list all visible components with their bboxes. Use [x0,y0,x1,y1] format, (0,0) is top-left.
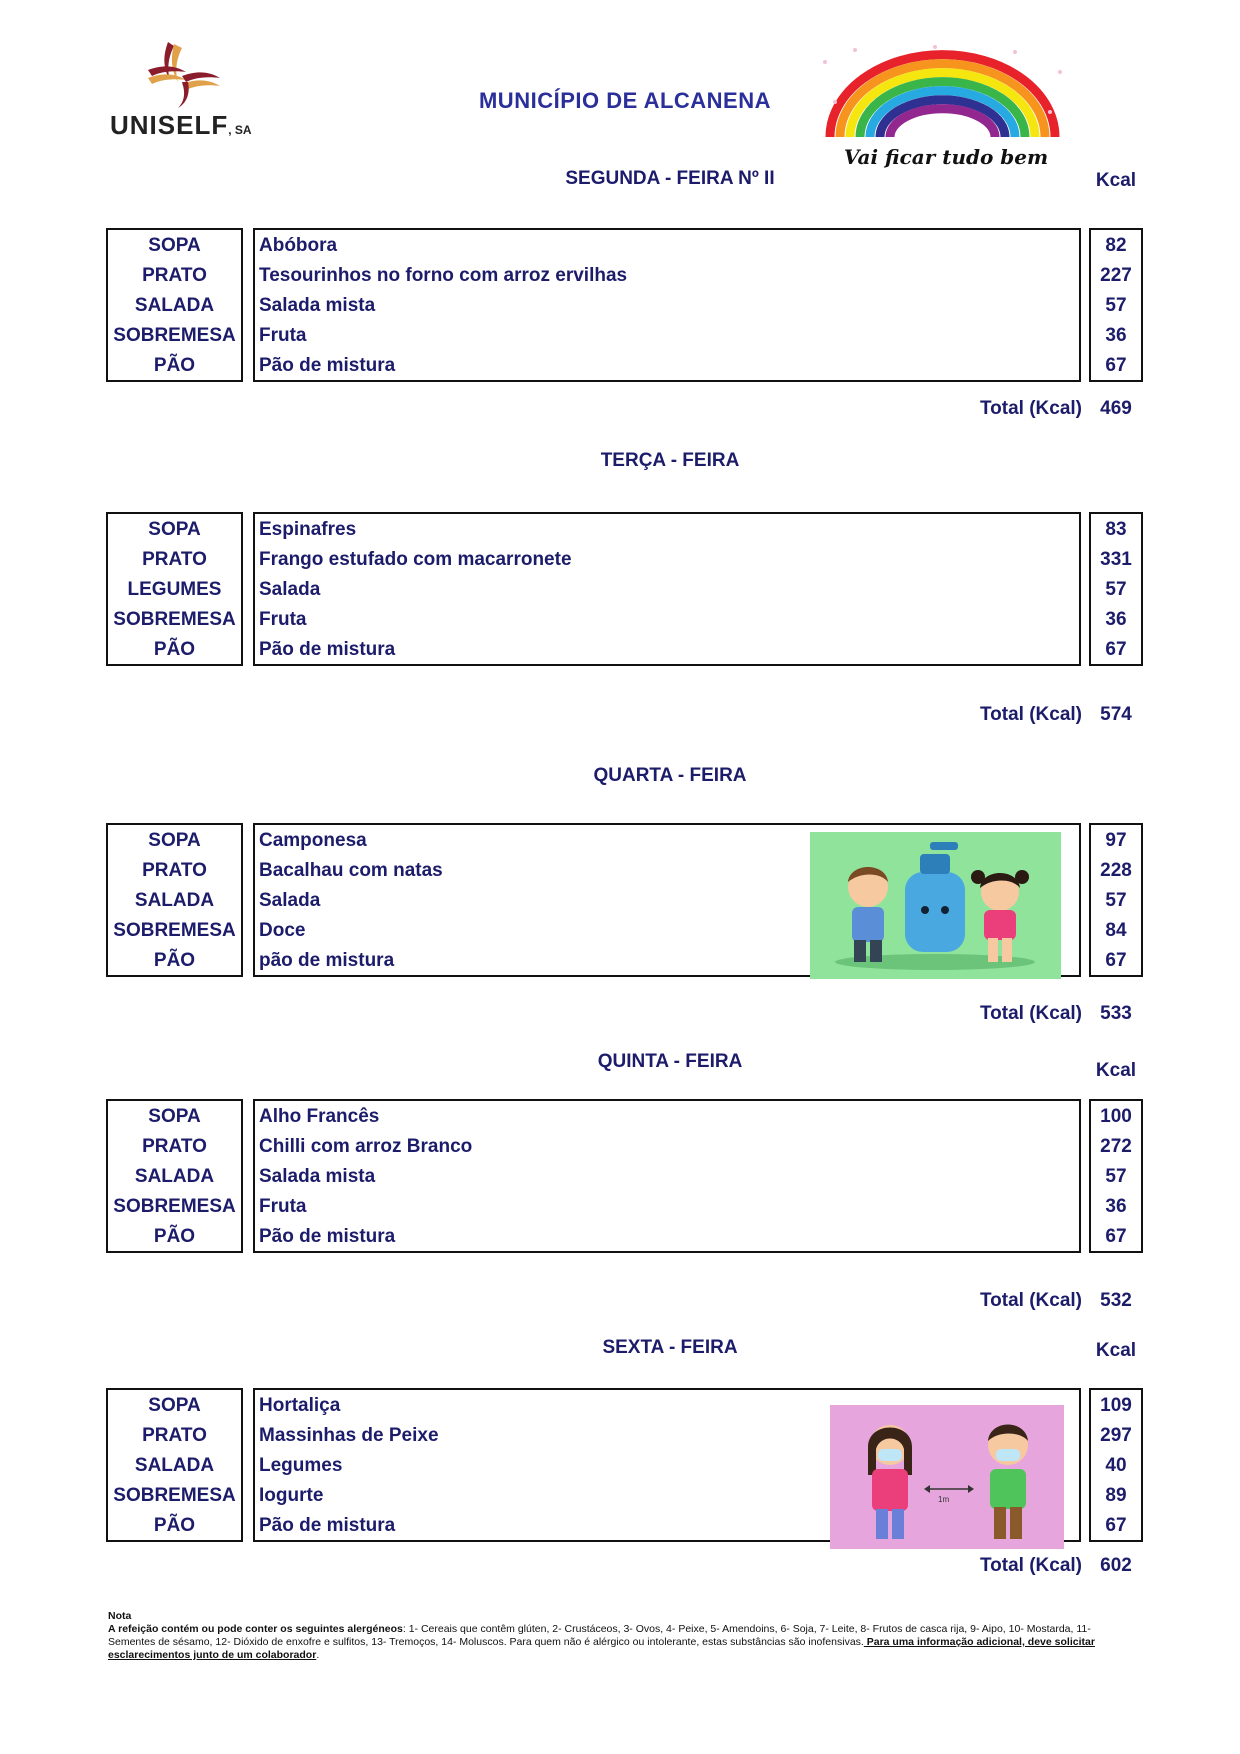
kcal-column [1089,823,1143,977]
dish-cell: Bacalhau com natas [259,860,443,881]
kcal-cell: 67 [1105,1226,1127,1247]
kcal-column-header: Kcal [1095,1060,1137,1081]
dish-cell: Pão de mistura [259,1226,396,1247]
category-column [106,228,243,382]
dish-cell: Salada [259,890,321,911]
dish-cell: Massinhas de Peixe [259,1425,439,1446]
total-label: Total (Kcal) [979,704,1082,725]
total-label: Total (Kcal) [979,1555,1082,1576]
category-cell: SALADA [134,295,215,316]
kcal-cell: 67 [1105,950,1127,971]
category-cell: PÃO [153,355,196,376]
dish-cell: Iogurte [259,1485,324,1506]
category-cell: PRATO [142,1425,207,1446]
kcal-cell: 67 [1105,639,1127,660]
kcal-column [1089,512,1143,666]
dish-cell: Fruta [259,609,307,630]
day-title: QUARTA - FEIRA [593,765,747,786]
dish-cell: Pão de mistura [259,639,396,660]
category-cell: PRATO [142,860,207,881]
kcal-cell: 36 [1105,1196,1127,1217]
dish-cell: Legumes [259,1455,343,1476]
category-column [106,1388,243,1542]
total-value: 469 [1100,398,1132,419]
category-column [106,512,243,666]
category-cell: SOPA [148,1106,201,1127]
day-title: SEXTA - FEIRA [602,1337,738,1358]
kcal-cell: 36 [1105,325,1127,346]
category-column [106,823,243,977]
kcal-cell: 57 [1105,890,1127,911]
category-cell: SOBREMESA [113,920,236,941]
dish-cell: Espinafres [259,519,357,540]
kcal-cell: 57 [1105,1166,1127,1187]
category-cell: PÃO [153,1226,196,1247]
total-label: Total (Kcal) [979,398,1082,419]
kcal-column [1089,1388,1143,1542]
dish-cell: Doce [259,920,306,941]
dish-column [253,1099,1081,1253]
rainbow-icon [815,42,1070,152]
kcal-column-header: Kcal [1095,170,1137,191]
category-cell: PÃO [153,1515,196,1536]
category-cell: SOBREMESA [113,1485,236,1506]
note-title: Nota [108,1610,132,1622]
rainbow-caption: Vai ficar tudo bem [843,145,1049,169]
category-cell: SOBREMESA [113,325,236,346]
distance-label: 1m [938,1495,950,1504]
category-cell: PRATO [142,549,207,570]
dish-cell: Pão de mistura [259,1515,396,1536]
day-title: QUINTA - FEIRA [597,1051,743,1072]
total-label: Total (Kcal) [979,1003,1082,1024]
municipality-title: MUNICÍPIO DE ALCANENA [478,88,772,113]
total-value: 533 [1100,1003,1132,1024]
kcal-cell: 67 [1105,1515,1127,1536]
category-cell: SOPA [148,519,201,540]
kcal-column [1089,228,1143,382]
kcal-cell: 109 [1100,1395,1132,1416]
dish-cell: Camponesa [259,830,367,851]
note-body: : 1- Cereais que contêm glúten, 2- Crustáceos, 3- Ovos, 4- Peixe, 5- Amendoins, 6- Soja, 7- Leite, 8- Frutos de casca rija, 9- Aipo, 10- Mostarda, 11- Sementes de sésamo, 12- Dióxido de enxofre e sulfitos, 13- Tremoços, 14- Moluscos. Para quem não é alérgico ou intolerante, estas substâncias são inofensivas. [108,1623,1091,1648]
dish-cell: Hortaliça [259,1395,341,1416]
kcal-column [1089,1099,1143,1253]
kcal-cell: 331 [1100,549,1132,570]
kcal-column-header: Kcal [1095,1340,1137,1361]
social-distance-illustration [830,1405,1064,1549]
kcal-cell: 227 [1100,265,1132,286]
note-lead: A refeição contém ou pode conter os seguintes alergéneos [108,1623,403,1635]
total-value: 532 [1100,1290,1132,1311]
dish-cell: Frango estufado com macarronete [259,549,572,570]
category-cell: SOBREMESA [113,1196,236,1217]
kids-masks-distance-icon [830,1405,1064,1549]
day-title: TERÇA - FEIRA [600,450,740,471]
kcal-cell: 97 [1105,830,1127,851]
kcal-cell: 36 [1105,609,1127,630]
uniself-logo-mark-icon [108,40,258,110]
allergen-note [108,1610,1118,1662]
handwash-illustration [810,832,1061,979]
category-cell: SALADA [134,1166,215,1187]
dish-column [253,228,1081,382]
dish-column [253,512,1081,666]
dish-cell: Tesourinhos no forno com arroz ervilhas [259,265,628,286]
category-cell: SOPA [148,235,201,256]
dish-cell: Salada [259,579,321,600]
category-cell: PÃO [153,950,196,971]
kcal-cell: 67 [1105,355,1127,376]
kcal-cell: 272 [1100,1136,1132,1157]
dish-cell: Fruta [259,1196,307,1217]
company-name: UNISELF, SA [110,110,252,140]
dish-cell: pão de mistura [259,950,395,971]
dish-cell: Abóbora [259,235,338,256]
note-underlined: Para uma informação adicional, deve solicitar esclarecimentos junto de um colaborador [108,1636,1095,1661]
dish-cell: Salada mista [259,295,376,316]
kcal-cell: 84 [1105,920,1127,941]
category-cell: SALADA [134,890,215,911]
note-end: . [316,1649,320,1661]
category-cell: PRATO [142,1136,207,1157]
total-label: Total (Kcal) [979,1290,1082,1311]
category-cell: LEGUMES [127,579,222,600]
kcal-cell: 57 [1105,579,1127,600]
kcal-cell: 82 [1105,235,1127,256]
dish-cell: Fruta [259,325,307,346]
kcal-cell: 83 [1105,519,1127,540]
category-cell: SOBREMESA [113,609,236,630]
category-column [106,1099,243,1253]
category-cell: PRATO [142,265,207,286]
day-title: SEGUNDA - FEIRA Nº II [565,168,775,189]
total-value: 574 [1100,704,1132,725]
kcal-cell: 100 [1100,1106,1132,1127]
kcal-cell: 57 [1105,295,1127,316]
kcal-cell: 40 [1105,1455,1127,1476]
total-value: 602 [1100,1555,1132,1576]
dish-cell: Salada mista [259,1166,376,1187]
category-cell: SALADA [134,1455,215,1476]
dish-cell: Pão de mistura [259,355,396,376]
category-cell: SOPA [148,1395,201,1416]
kcal-cell: 228 [1100,860,1132,881]
kids-sanitizer-icon [810,832,1061,979]
kcal-cell: 297 [1100,1425,1132,1446]
category-cell: PÃO [153,639,196,660]
dish-cell: Chilli com arroz Branco [259,1136,473,1157]
dish-cell: Alho Francês [259,1106,380,1127]
category-cell: SOPA [148,830,201,851]
kcal-cell: 89 [1105,1485,1127,1506]
